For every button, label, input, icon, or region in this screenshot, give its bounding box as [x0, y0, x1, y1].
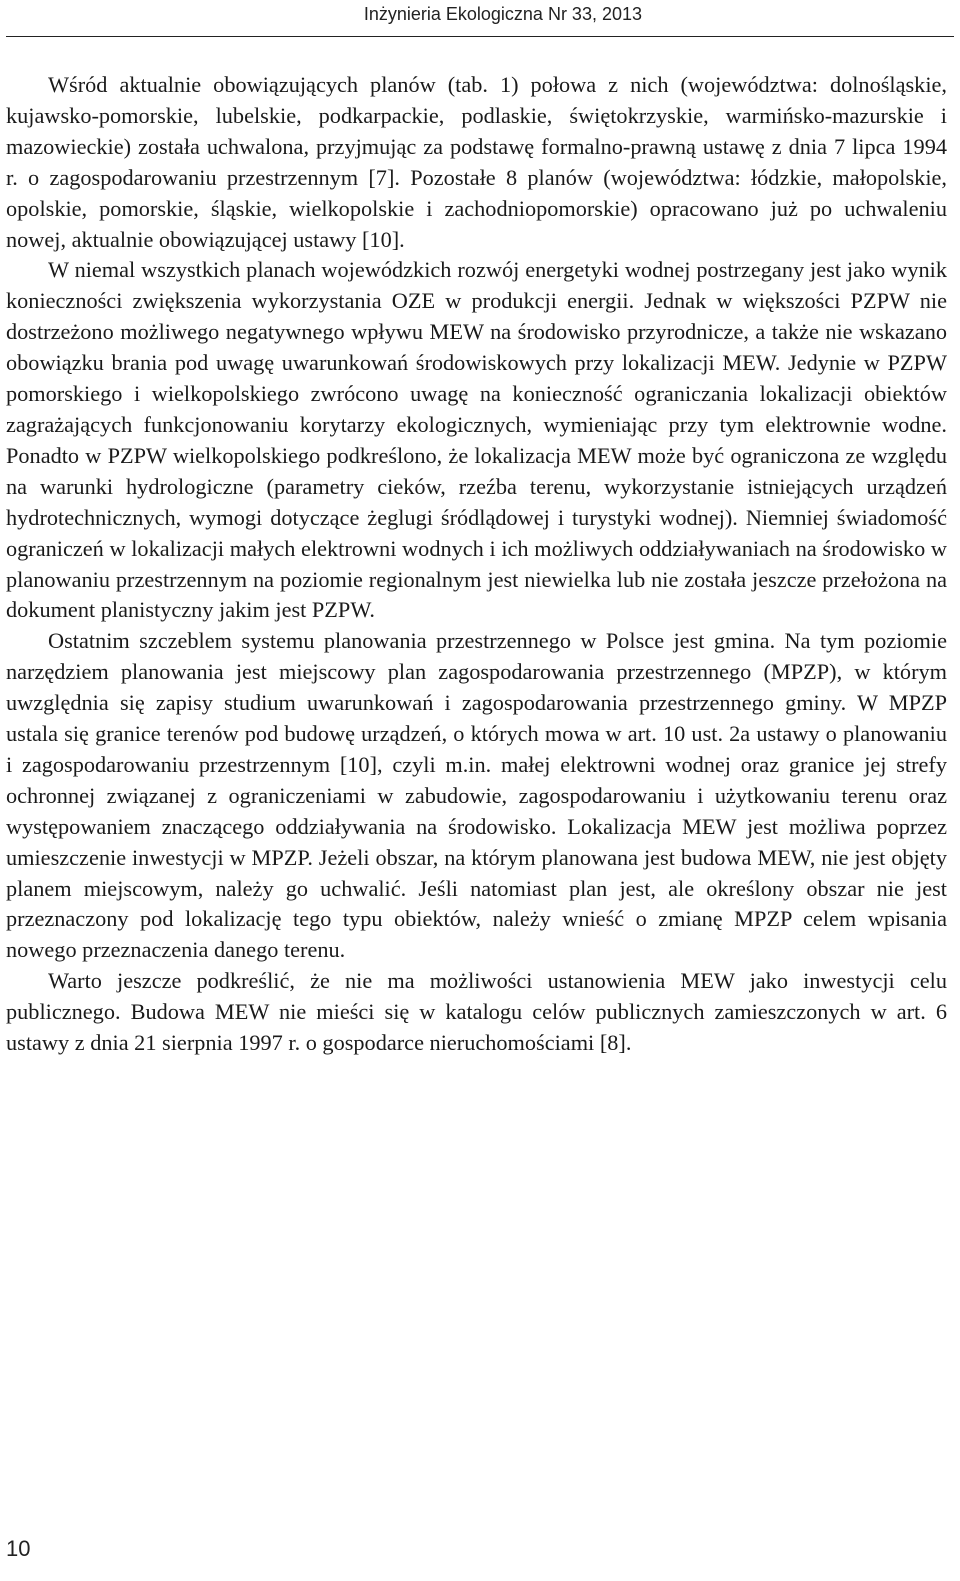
paragraph: Ostatnim szczeblem systemu planowania przestrzennego w Polsce jest gmina. Na tym poziomie narzędziem planowania jest miejscowy plan zagospodarowania przestrzennego (MPZP), w którym uwzględnia się zapisy studium uwarunkowań i zagospodarowania przestrzennego gminy. W MPZP ustala się granice terenów pod budowę urządzeń, o których mowa w art. 10 ust. 2a ustawy o planowaniu i zagospodarowaniu przestrzennym [10], czyli m.in. małej elektrowni wodnej oraz granice jej strefy ochronnej związanej z ograniczeniami w zabudowie, zagospodarowaniu i użytkowaniu terenu oraz występowaniem znaczącego oddziaływania na środowisko. Lokalizacja MEW jest możliwa poprzez umieszczenie inwestycji w MPZP. Jeżeli obszar, na którym planowana jest budowa MEW, nie jest objęty planem miejscowym, należy go uchwalić. Jeśli natomiast plan jest, ale określony obszar nie jest przeznaczony pod lokalizację tego typu obiektów, należy wnieść o zmianę MPZP celem wpisania nowego przeznaczenia danego terenu.: [6, 628, 947, 963]
article-body: [6, 70, 947, 1059]
running-header: [0, 0, 960, 40]
journal-title: Inżynieria Ekologiczna Nr 33, 2013: [363, 4, 642, 24]
paragraph: Wśród aktualnie obowiązujących planów (tab. 1) połowa z nich (województwa: dolnośląskie, kujawsko-pomorskie, lubelskie, podkarpackie, podlaskie, świętokrzyskie, warmińsko-mazurskie i mazowieckie) została uchwalona, przyjmując za podstawę formalno-prawną ustawę z dnia 7 lipca 1994 r. o zagospodarowaniu przestrzennym [7]. Pozostałe 8 planów (województwa: łódzkie, małopolskie, opolskie, pomorskie, śląskie, wielkopolskie i zachodniopomorskie) opracowano już po uchwaleniu nowej, aktualnie obowiązującej ustawy [10].: [6, 72, 947, 252]
paragraph: W niemal wszystkich planach wojewódzkich rozwój energetyki wodnej postrzegany jest jako wynik konieczności zwiększenia wykorzystania OZE w produkcji energii. Jednak w większości PZPW nie dostrzeżono możliwego negatywnego wpływu MEW na środowisko przyrodnicze, a także nie wskazano obowiązku brania pod uwagę uwarunkowań środowiskowych przy lokalizacji MEW. Jedynie w PZPW pomorskiego i wielkopolskiego zwrócono uwagę na konieczność ograniczania lokalizacji obiektów zagrażających funkcjonowaniu korytarzy ekologicznych, wymieniając przy tym elektrownie wodne. Ponadto w PZPW wielkopolskiego podkreślono, że lokalizacja MEW może być ograniczona ze względu na warunki hydrologiczne (parametry cieków, rzeźba terenu, wykorzystanie istniejących urządzeń hydrotechnicznych, wymogi dotyczące żeglugi śródlądowej i turystyki wodnej). Niemniej świadomość ograniczeń w lokalizacji małych elektrowni wodnych i ich możliwych oddziaływaniach na środowisko w planowaniu przestrzennym na poziomie regionalnym jest niewielka lub nie została jeszcze przełożona na dokument planistyczny jakim jest PZPW.: [6, 257, 947, 623]
header-rule: [6, 36, 954, 37]
page-number: 10: [6, 1536, 31, 1561]
paragraph: Warto jeszcze podkreślić, że nie ma możliwości ustanowienia MEW jako inwestycji celu publicznego. Budowa MEW nie mieści się w katalogu celów publicznych zamieszczonych w art. 6 ustawy z dnia 21 sierpnia 1997 r. o gospodarce nieruchomościami [8].: [6, 968, 947, 1056]
